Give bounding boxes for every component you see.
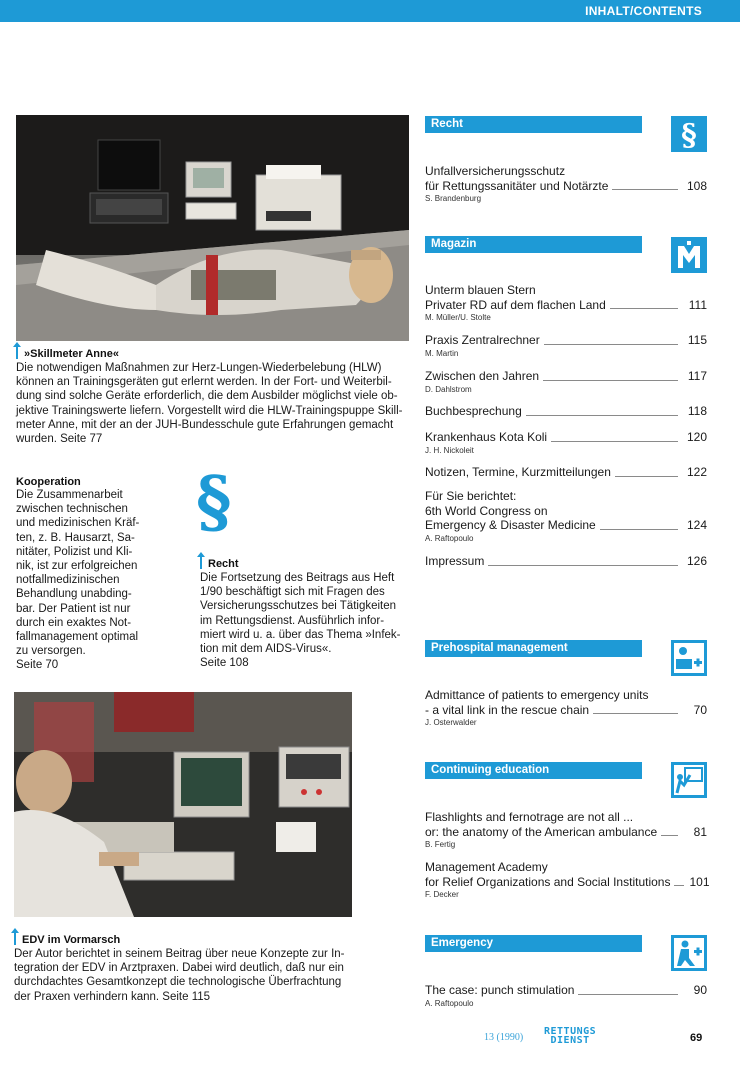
entry-page: 120 [686, 430, 707, 444]
toc-entry[interactable] [425, 283, 707, 322]
entry-author: J. H. Nickoleit [425, 445, 474, 455]
entry-author: F. Decker [425, 890, 459, 899]
caption-title [200, 556, 415, 570]
entry-title: Notizen, Termine, Kurzmitteilungen [425, 465, 611, 479]
rettungsdienst-logo [544, 1027, 596, 1045]
toc-entry[interactable] [425, 430, 707, 455]
entry-author: D. Dahlstrom [425, 384, 472, 394]
leader-line [661, 835, 678, 836]
entry-title: Für Sie berichtet: [425, 489, 517, 503]
entry-title: Emergency & Disaster Medicine [425, 518, 596, 532]
caption-line: wurden. Seite 77 [16, 433, 103, 446]
entry-title: Flashlights and fernotrage are not all ... [425, 810, 634, 824]
entry-title-line [425, 369, 707, 384]
entry-title: Zwischen den Jahren [425, 369, 540, 383]
leader-line [544, 344, 678, 345]
caption-line: Die Zusammenarbeit [16, 489, 123, 501]
caption-title [14, 932, 359, 946]
paragraph-icon [671, 116, 707, 152]
up-arrow-icon [16, 346, 18, 359]
toc-entry[interactable] [425, 554, 707, 569]
entry-title: 6th World Congress on [425, 503, 548, 518]
caption-body [14, 947, 359, 1004]
entry-title-line [425, 983, 707, 998]
caption-line: 1/90 beschäftigt sich mit Fragen des [200, 586, 385, 599]
leader-line [615, 476, 678, 477]
photo-skillmeter-anne [16, 115, 409, 341]
caption-line: im Rettungsdienst. Ausführlich infor- [200, 614, 385, 627]
entry-page: 124 [686, 518, 707, 532]
svg-text:§: § [681, 118, 697, 151]
entry-author: J. Osterwalder [425, 718, 477, 727]
entry-title: Unfallversicherungsschutz [425, 164, 566, 178]
caption-line: dung sind solche Geräte erforderlich, die dem Ausbilder möglichst viele ob- [16, 390, 398, 403]
entry-title: für Rettungssanitäter und Notärzte [425, 178, 609, 193]
entry-title-line [425, 825, 707, 840]
caption-line: und medizinischen Kräf- [16, 517, 140, 530]
cpr-manikin-illustration [16, 115, 409, 341]
toc-entry[interactable] [425, 489, 707, 543]
entry-page: 111 [688, 297, 707, 312]
entry-page: 115 [687, 333, 707, 347]
leader-line [526, 415, 678, 416]
caption-line: jektive Trainingswerte liefern. Vorgestellt wird die HLW-Trainingspuppe Skill- [16, 404, 403, 417]
entry-title: Admittance of patients to emergency units [425, 688, 649, 702]
entry-author: M. Müller/U. Stolte [425, 313, 491, 322]
entry-title-line [425, 874, 710, 890]
paragraph-symbol-icon: § [196, 462, 232, 542]
entry-title: Buchbesprechung [425, 404, 522, 418]
caption-recht [200, 556, 415, 670]
entry-title: Impressum [425, 554, 485, 568]
entry-page: 118 [687, 404, 707, 418]
entry-title: or: the anatomy of the American ambulance [425, 824, 658, 839]
section-header-continuing: Continuing education [425, 762, 642, 779]
leader-line [551, 441, 678, 442]
toc-entry[interactable] [425, 404, 707, 419]
section-header-recht: Recht [425, 116, 642, 133]
caption-line: miert wird u. a. über das Thema »Infek- [200, 628, 401, 641]
toc-entry[interactable] [425, 164, 707, 203]
section-header-label: INHALT/CONTENTS [585, 4, 702, 18]
entry-author: A. Raftopoulo [425, 998, 474, 1008]
caption-line: Seite 70 [16, 659, 59, 672]
caption-line: Die Fortsetzung des Beitrags aus Heft [200, 572, 395, 584]
caption-edv [14, 932, 359, 1004]
entry-title-line [425, 298, 707, 313]
caption-body [200, 571, 415, 670]
leader-line [543, 380, 678, 381]
section-header-emergency: Emergency [425, 935, 642, 952]
entry-title-line [425, 333, 707, 348]
entry-page: 101 [689, 874, 710, 889]
entry-title: The case: punch stimulation [425, 983, 575, 997]
caption-line: Der Autor berichtet in seinem Beitrag über neue Konzepte zur In- [14, 948, 345, 960]
caption-title: Kooperation [16, 476, 81, 488]
caption-line: durch ein exaktes Not- [16, 616, 132, 629]
logo-line: DIENST [550, 1035, 590, 1046]
caption-line: ten, z. B. Hausarzt, Sa- [16, 531, 135, 544]
entry-title: Management Academy [425, 860, 548, 874]
leader-line [674, 885, 684, 886]
emergency-icon [671, 935, 707, 971]
leader-line [488, 565, 678, 566]
caption-line: notfallmedizinischen [16, 574, 120, 587]
caption-line: Behandlung unabding- [16, 588, 132, 601]
caption-skillmeter [16, 346, 411, 446]
caption-line: Versicherungsschutzes bei Tätigkeiten [200, 600, 397, 613]
entry-page: 122 [686, 465, 707, 479]
caption-line: der Praxen verhindern kann. Seite 115 [14, 990, 211, 1003]
caption-line: Seite 108 [200, 657, 249, 670]
logo-line: RETTUNGS [544, 1026, 597, 1037]
issue-number: 13 (1990) [484, 1032, 524, 1043]
entry-page: 90 [693, 983, 707, 997]
section-header-magazin: Magazin [425, 236, 642, 253]
entry-title-line [425, 430, 707, 445]
leader-line [612, 189, 678, 190]
caption-line: können an Trainingsgeräten gut erlernt werden. In der Fort- und Weiterbil- [16, 376, 392, 389]
caption-kooperation [16, 476, 176, 673]
leader-line [600, 529, 678, 530]
entry-title-line [425, 518, 707, 533]
caption-body [16, 361, 411, 446]
entry-author: M. Martin [425, 348, 459, 358]
leader-line [610, 308, 678, 309]
caption-line: fallmanagement optimal [16, 631, 139, 644]
leader-line [578, 994, 678, 995]
caption-body [16, 488, 176, 673]
caption-line: Die notwendigen Maßnahmen zur Herz-Lungen-Wiederbelebung (HLW) [16, 362, 382, 374]
computer-workstation-illustration [14, 692, 352, 917]
caption-line: nik, ist zur erfolgreichen [16, 560, 138, 573]
entry-title: Privater RD auf dem flachen Land [425, 297, 606, 312]
entry-title-line [425, 179, 707, 194]
header-bar [0, 0, 740, 22]
entry-page: 81 [693, 824, 707, 839]
page-number: 69 [690, 1032, 703, 1044]
entry-title: - a vital link in the rescue chain [425, 702, 590, 717]
toc-entry[interactable] [425, 983, 707, 1008]
toc-entry[interactable] [425, 860, 710, 899]
caption-line: nitäter, Polizist und Kli- [16, 545, 133, 558]
entry-title: Krankenhaus Kota Koli [425, 430, 548, 444]
education-icon [671, 762, 707, 798]
caption-line: durchdachtes Gesamtkonzept die technologische Überfrachtung [14, 976, 342, 989]
up-arrow-icon [200, 556, 202, 569]
prehospital-icon [671, 640, 707, 676]
entry-title-line [425, 465, 707, 480]
entry-author: S. Brandenburg [425, 194, 482, 203]
entry-page: 126 [686, 554, 707, 568]
caption-line: zwischen technischen [16, 503, 128, 516]
entry-title-line [425, 554, 707, 569]
magazine-icon [671, 237, 707, 273]
toc-entry[interactable] [425, 810, 707, 849]
entry-author: A. Raftopoulo [425, 533, 474, 543]
caption-line: tegration der EDV in Arztpraxen. Dabei wird deutlich, daß nur ein [14, 962, 344, 975]
section-header-prehospital: Prehospital management [425, 640, 642, 657]
entry-title-line [425, 703, 707, 718]
caption-line: meter Anne, mit der an der JUH-Bundesschule gute Erfahrungen gemacht [16, 418, 394, 431]
entry-author: B. Fertig [425, 840, 456, 849]
caption-line: tion mit dem AIDS-Virus«. [200, 643, 332, 656]
entry-title: for Relief Organizations and Social Institutions [425, 874, 671, 889]
entry-page: 117 [687, 369, 707, 383]
photo-edv [14, 692, 352, 917]
leader-line [593, 713, 678, 714]
up-arrow-icon [14, 932, 16, 945]
caption-title [16, 346, 411, 360]
caption-title-text: EDV im Vormarsch [22, 934, 121, 946]
entry-page: 70 [693, 702, 707, 717]
toc-entry[interactable] [425, 465, 707, 480]
toc-entry[interactable] [425, 333, 707, 358]
entry-title: Unterm blauen Stern [425, 283, 536, 297]
entry-title-line [425, 404, 707, 419]
toc-entry[interactable] [425, 688, 707, 727]
caption-title-text: »Skillmeter Anne« [24, 348, 119, 360]
entry-page: 108 [686, 178, 707, 193]
caption-title-text: Recht [208, 558, 239, 570]
caption-line: zu versorgen. [16, 645, 86, 658]
caption-line: bar. Der Patient ist nur [16, 602, 131, 615]
entry-title: Praxis Zentralrechner [425, 333, 540, 347]
toc-entry[interactable] [425, 369, 707, 394]
